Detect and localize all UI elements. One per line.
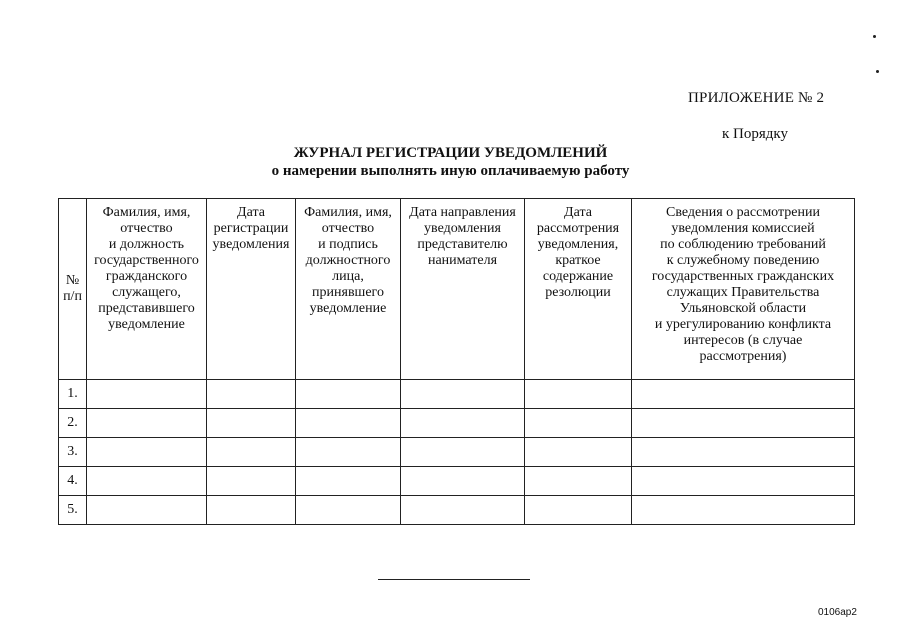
column-header-line: к служебному поведению bbox=[666, 253, 820, 268]
table-row bbox=[59, 380, 855, 409]
table-cell bbox=[296, 380, 401, 409]
table-row bbox=[59, 496, 855, 525]
table-cell bbox=[525, 438, 632, 467]
row-number: 3. bbox=[59, 438, 87, 467]
table-cell bbox=[632, 380, 855, 409]
appendix-label: ПРИЛОЖЕНИЕ № 2 bbox=[688, 90, 825, 106]
table-cell bbox=[525, 380, 632, 409]
column-header-line: принявшего bbox=[312, 285, 384, 300]
table-cell bbox=[401, 438, 525, 467]
column-header-line: регистрации bbox=[213, 221, 289, 236]
table-cell bbox=[87, 380, 207, 409]
column-header-line: № bbox=[65, 273, 80, 288]
row-number: 1. bbox=[59, 380, 87, 409]
column-header bbox=[87, 199, 207, 380]
to-order-label: к Порядку bbox=[722, 126, 788, 142]
table-cell bbox=[87, 496, 207, 525]
column-header bbox=[207, 199, 296, 380]
table-cell bbox=[296, 496, 401, 525]
column-header-line: и подпись bbox=[318, 237, 378, 252]
column-header-line: резолюции bbox=[545, 285, 611, 300]
column-header-line: Дата bbox=[237, 205, 265, 220]
column-header-line: Ульяновской области bbox=[679, 301, 807, 316]
column-header-line: представившего bbox=[98, 301, 195, 316]
table-cell bbox=[632, 409, 855, 438]
table-cell bbox=[207, 438, 296, 467]
table-cell bbox=[401, 467, 525, 496]
signature-line bbox=[378, 579, 530, 580]
table-cell bbox=[207, 409, 296, 438]
table-cell bbox=[87, 409, 207, 438]
table-cell bbox=[207, 380, 296, 409]
column-header-line: нанимателя bbox=[427, 253, 498, 268]
column-header bbox=[632, 199, 855, 380]
table-cell bbox=[632, 496, 855, 525]
column-header-line: лица, bbox=[332, 269, 364, 284]
column-header bbox=[59, 199, 87, 380]
column-header bbox=[296, 199, 401, 380]
registration-table bbox=[58, 198, 855, 525]
scan-mark bbox=[873, 35, 876, 38]
table-cell bbox=[632, 467, 855, 496]
table-header-row bbox=[59, 199, 855, 380]
column-header-line: краткое bbox=[555, 253, 601, 268]
row-number: 4. bbox=[59, 467, 87, 496]
column-header-line: рассмотрения bbox=[536, 221, 620, 236]
column-header-line: Дата bbox=[564, 205, 592, 220]
table-cell bbox=[296, 409, 401, 438]
column-header-line: Фамилия, имя, bbox=[304, 205, 392, 220]
column-header bbox=[525, 199, 632, 380]
row-number: 2. bbox=[59, 409, 87, 438]
table-cell bbox=[207, 496, 296, 525]
table-cell bbox=[632, 438, 855, 467]
document-code: 0106ap2 bbox=[818, 607, 857, 618]
column-header-line: Сведения о рассмотрении bbox=[666, 205, 820, 220]
column-header-line: Дата направления bbox=[409, 205, 516, 220]
table-cell bbox=[525, 467, 632, 496]
column-header-line: Фамилия, имя, bbox=[102, 205, 191, 220]
column-header-line: государственного bbox=[94, 253, 199, 268]
table-cell bbox=[525, 409, 632, 438]
column-header-line: уведомление bbox=[309, 301, 387, 316]
table-cell bbox=[87, 438, 207, 467]
column-header-line: рассмотрения) bbox=[699, 349, 787, 364]
column-header-line: отчество bbox=[120, 221, 173, 236]
journal-title-line1: ЖУРНАЛ РЕГИСТРАЦИИ УВЕДОМЛЕНИЙ bbox=[293, 145, 608, 161]
column-header-line: служащих Правительства bbox=[666, 285, 820, 300]
table-row bbox=[59, 409, 855, 438]
column-header-line: уведомления bbox=[424, 221, 501, 236]
column-header-line: должностного bbox=[305, 253, 391, 268]
column-header-line: отчество bbox=[321, 221, 375, 236]
column-header-line: и урегулированию конфликта bbox=[654, 317, 832, 332]
table-row bbox=[59, 438, 855, 467]
column-header-line: служащего, bbox=[112, 285, 181, 300]
journal-title bbox=[0, 145, 905, 180]
table-cell bbox=[296, 438, 401, 467]
table-cell bbox=[525, 496, 632, 525]
column-header-line: уведомления, bbox=[537, 237, 619, 252]
column-header-line: уведомление bbox=[108, 317, 185, 332]
column-header-line: и должность bbox=[108, 237, 185, 252]
table-row bbox=[59, 467, 855, 496]
table-cell bbox=[401, 496, 525, 525]
column-header-line: уведомления bbox=[212, 237, 290, 252]
column-header-line: представителю bbox=[417, 237, 508, 252]
journal-title-line2: о намерении выполнять иную оплачиваемую работу bbox=[271, 163, 630, 179]
column-header bbox=[401, 199, 525, 380]
column-header-line: гражданского bbox=[105, 269, 188, 284]
table-cell bbox=[207, 467, 296, 496]
column-header-line: уведомления комиссией bbox=[671, 221, 815, 236]
column-header-line: государственных гражданских bbox=[651, 269, 835, 284]
table-cell bbox=[296, 467, 401, 496]
table-cell bbox=[87, 467, 207, 496]
column-header-line: п/п bbox=[63, 289, 82, 304]
column-header-line: интересов (в случае bbox=[683, 333, 803, 348]
table-cell bbox=[401, 380, 525, 409]
column-header-line: содержание bbox=[542, 269, 614, 284]
table-cell bbox=[401, 409, 525, 438]
row-number: 5. bbox=[59, 496, 87, 525]
scan-mark bbox=[876, 70, 879, 73]
column-header-line: по соблюдению требований bbox=[660, 237, 826, 252]
